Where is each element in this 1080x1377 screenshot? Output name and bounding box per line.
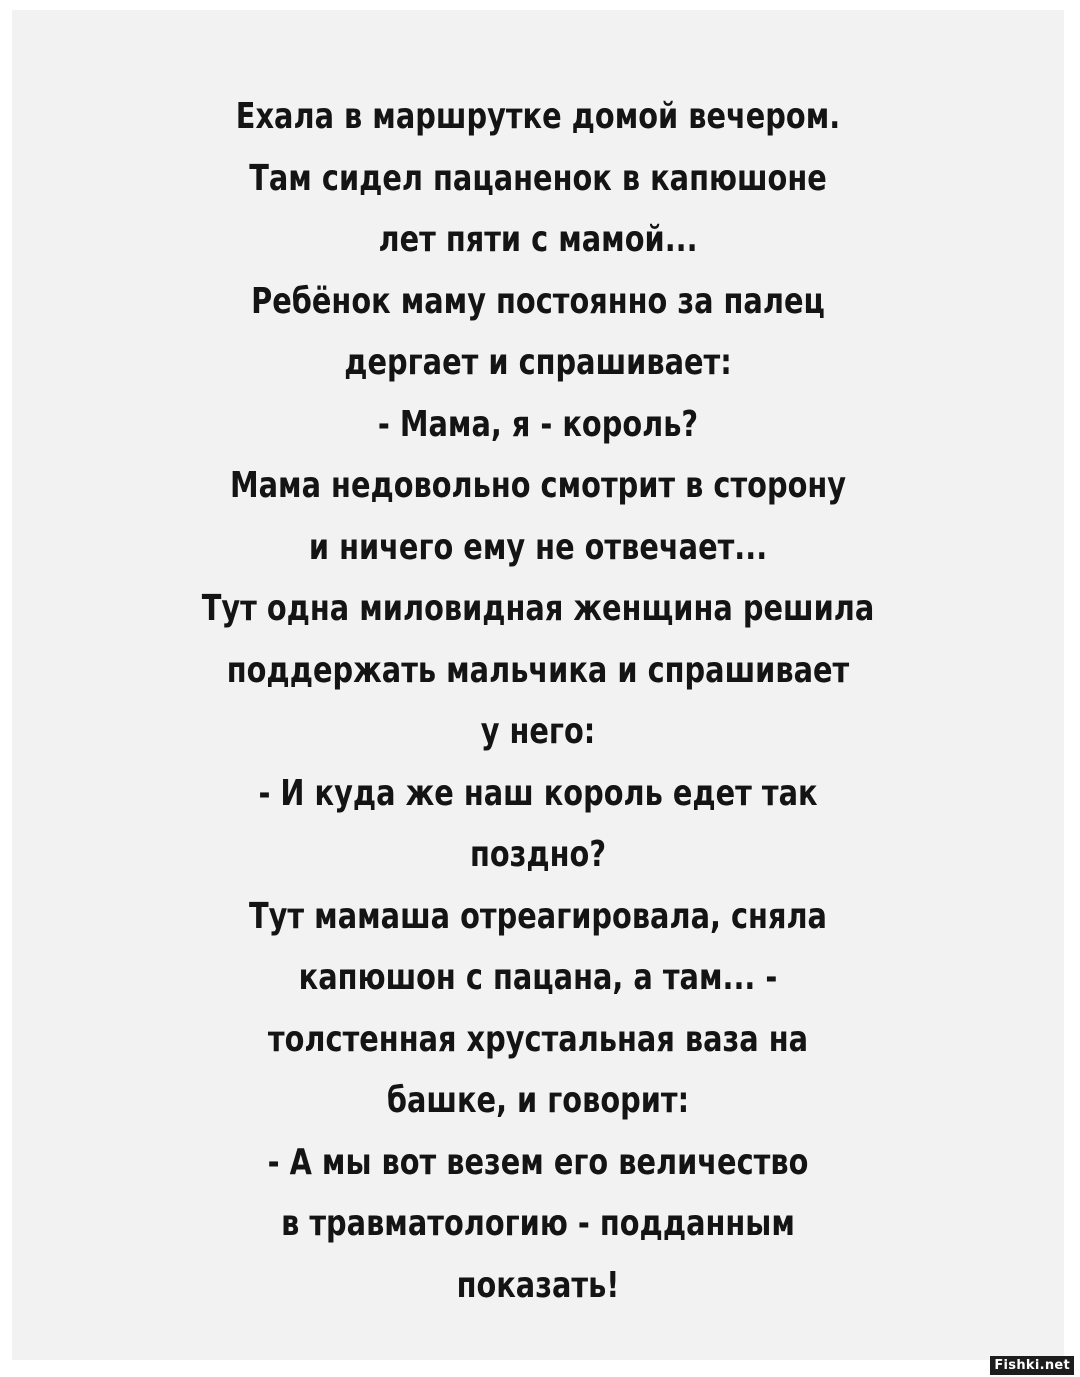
story-line: Ребёнок маму постоянно за палец bbox=[251, 280, 825, 322]
story-line: капюшон с пацана, а там... - bbox=[298, 957, 778, 998]
story-line: дергает и спрашивает: bbox=[344, 342, 732, 383]
story-line: в травматологию - подданным bbox=[281, 1203, 795, 1244]
story-line: - И куда же наш король едет так bbox=[258, 772, 818, 814]
story-text bbox=[12, 86, 1064, 1316]
story-line: Ехала в маршрутке домой вечером. bbox=[235, 96, 841, 137]
story-line: толстенная хрустальная ваза на bbox=[267, 1018, 809, 1060]
story-line: и ничего ему не отвечает... bbox=[308, 526, 768, 568]
watermark-logo: Fishki.net bbox=[990, 1356, 1074, 1375]
story-line: - А мы вот везем его величество bbox=[267, 1141, 809, 1183]
story-line: лет пяти с мамой... bbox=[378, 219, 698, 260]
story-line: Тут одна миловидная женщина решила bbox=[201, 588, 875, 629]
story-line: показать! bbox=[456, 1264, 620, 1306]
story-line: поддержать мальчика и спрашивает bbox=[226, 649, 850, 691]
story-line: у него: bbox=[480, 711, 596, 752]
story-line: Там сидел пацаненок в капюшоне bbox=[249, 157, 827, 199]
story-line: башке, и говорит: bbox=[386, 1080, 690, 1121]
story-line: Мама недовольно смотрит в сторону bbox=[229, 465, 847, 506]
story-line: Тут мамаша отреагировала, сняла bbox=[249, 895, 827, 937]
text-card bbox=[12, 10, 1064, 1360]
story-line: - Мама, я - король? bbox=[377, 403, 699, 445]
story-line: поздно? bbox=[469, 834, 607, 875]
